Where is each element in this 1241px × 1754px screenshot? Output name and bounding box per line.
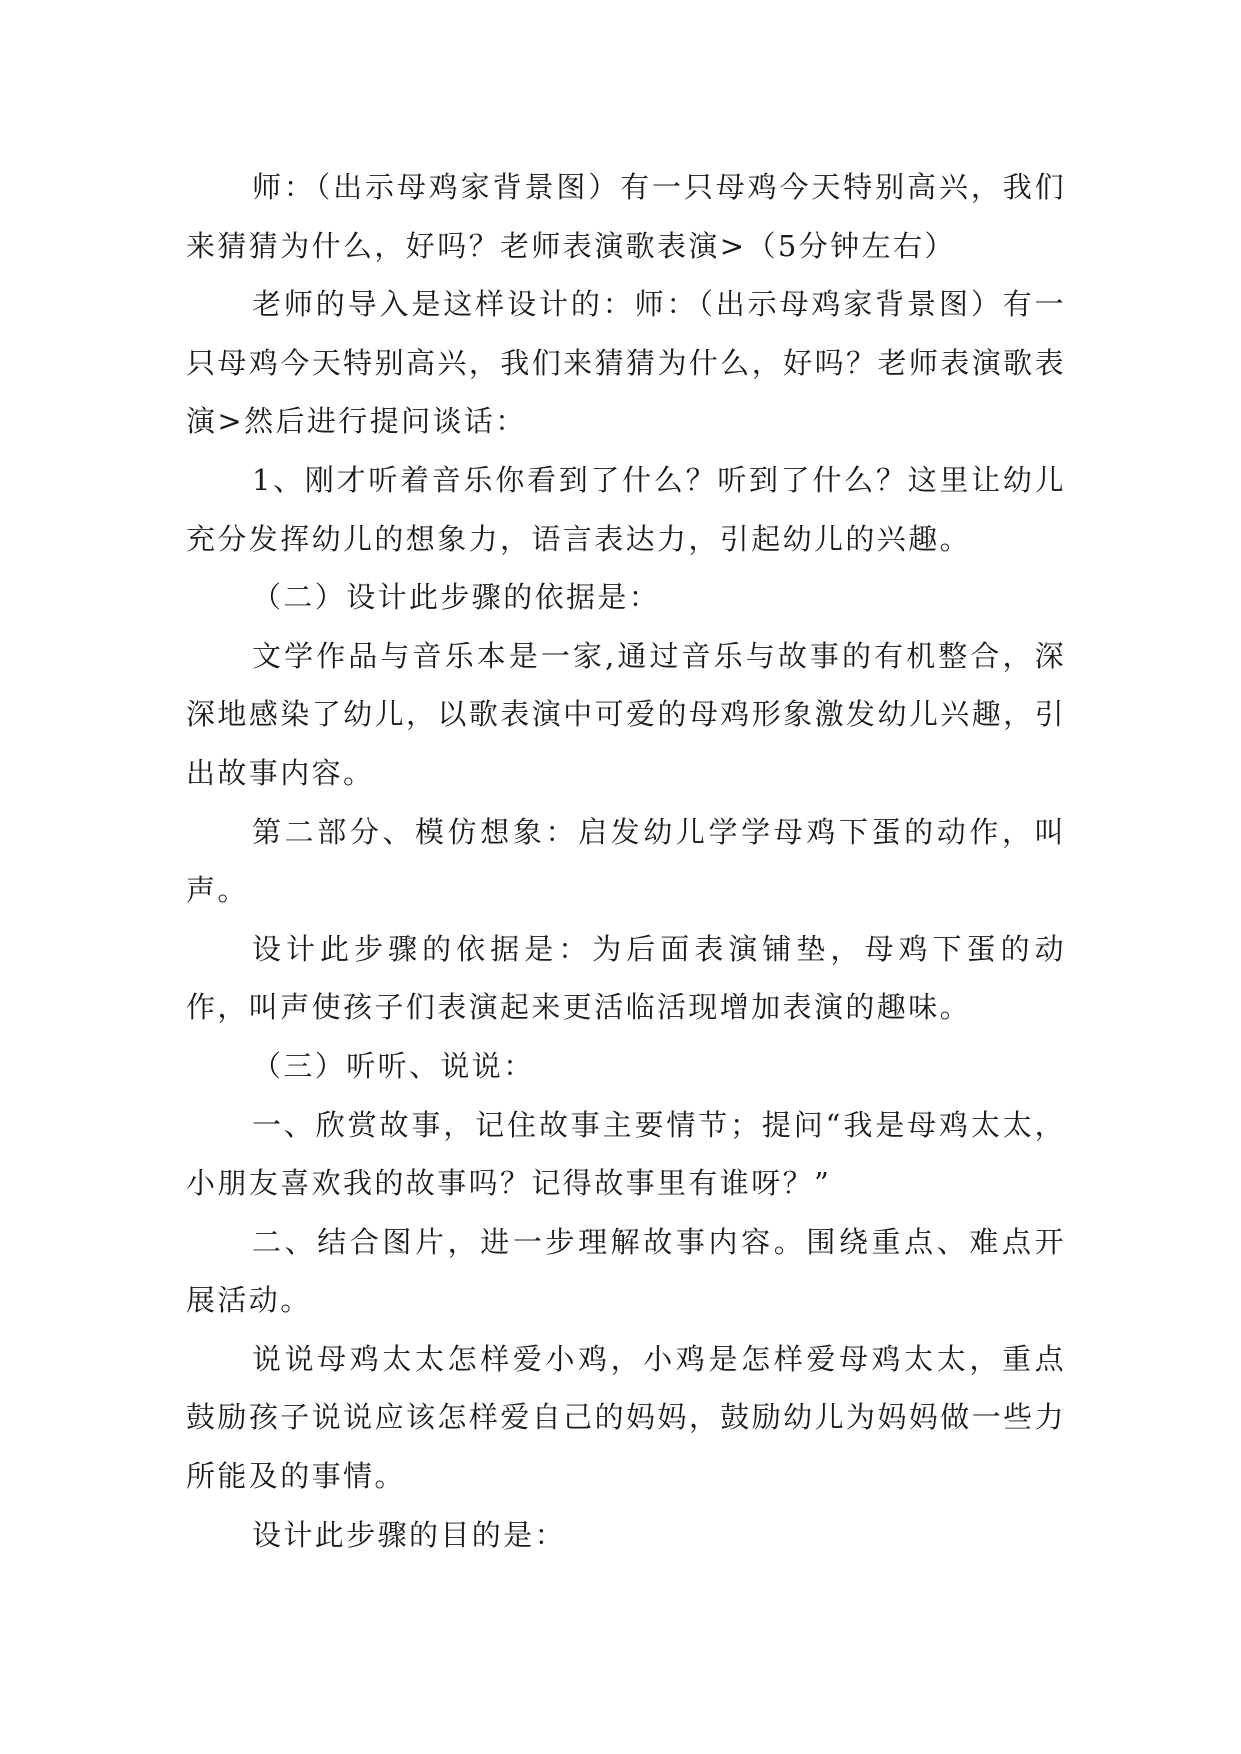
paragraph: （二）设计此步骤的依据是： (252, 580, 661, 615)
paragraph: （三）听听、说说： (252, 1048, 535, 1083)
document-body (186, 158, 1066, 1564)
paragraph: 设计此步骤的依据是：为后面表演铺垫，母鸡下蛋的动作，叫声使孩子们表演起来更活临活现增加表演的趣味。 (186, 931, 1066, 1025)
paragraph: 1、刚才听着音乐你看到了什么？听到了什么？这里让幼儿充分发挥幼儿的想象力，语言表达力，引起幼儿的兴趣。 (186, 462, 1066, 556)
paragraph: 老师的导入是这样设计的：师：（出示母鸡家背景图）有一只母鸡今天特别高兴，我们来猜猜为什么，好吗？老师表演歌表演>然后进行提问谈话： (186, 287, 1066, 439)
paragraph: 一、欣赏故事，记住故事主要情节；提问“我是母鸡太太，小朋友喜欢我的故事吗？记得故事里有谁呀？” (186, 1107, 1066, 1201)
paragraph: 说说母鸡太太怎样爱小鸡，小鸡是怎样爱母鸡太太，重点鼓励孩子说说应该怎样爱自己的妈妈，鼓励幼儿为妈妈做一些力所能及的事情。 (186, 1341, 1066, 1494)
paragraph: 设计此步骤的目的是： (252, 1517, 567, 1552)
paragraph: 二、结合图片，进一步理解故事内容。围绕重点、难点开展活动。 (186, 1224, 1066, 1318)
paragraph: 师：（出示母鸡家背景图）有一只母鸡今天特别高兴，我们来猜猜为什么，好吗？老师表演歌表演>（5分钟左右） (186, 170, 1066, 263)
paragraph: 文学作品与音乐本是一家,通过音乐与故事的有机整合，深深地感染了幼儿，以歌表演中可爱的母鸡形象激发幼儿兴趣，引出故事内容。 (186, 638, 1066, 790)
paragraph: 第二部分、模仿想象：启发幼儿学学母鸡下蛋的动作，叫声。 (186, 814, 1066, 908)
